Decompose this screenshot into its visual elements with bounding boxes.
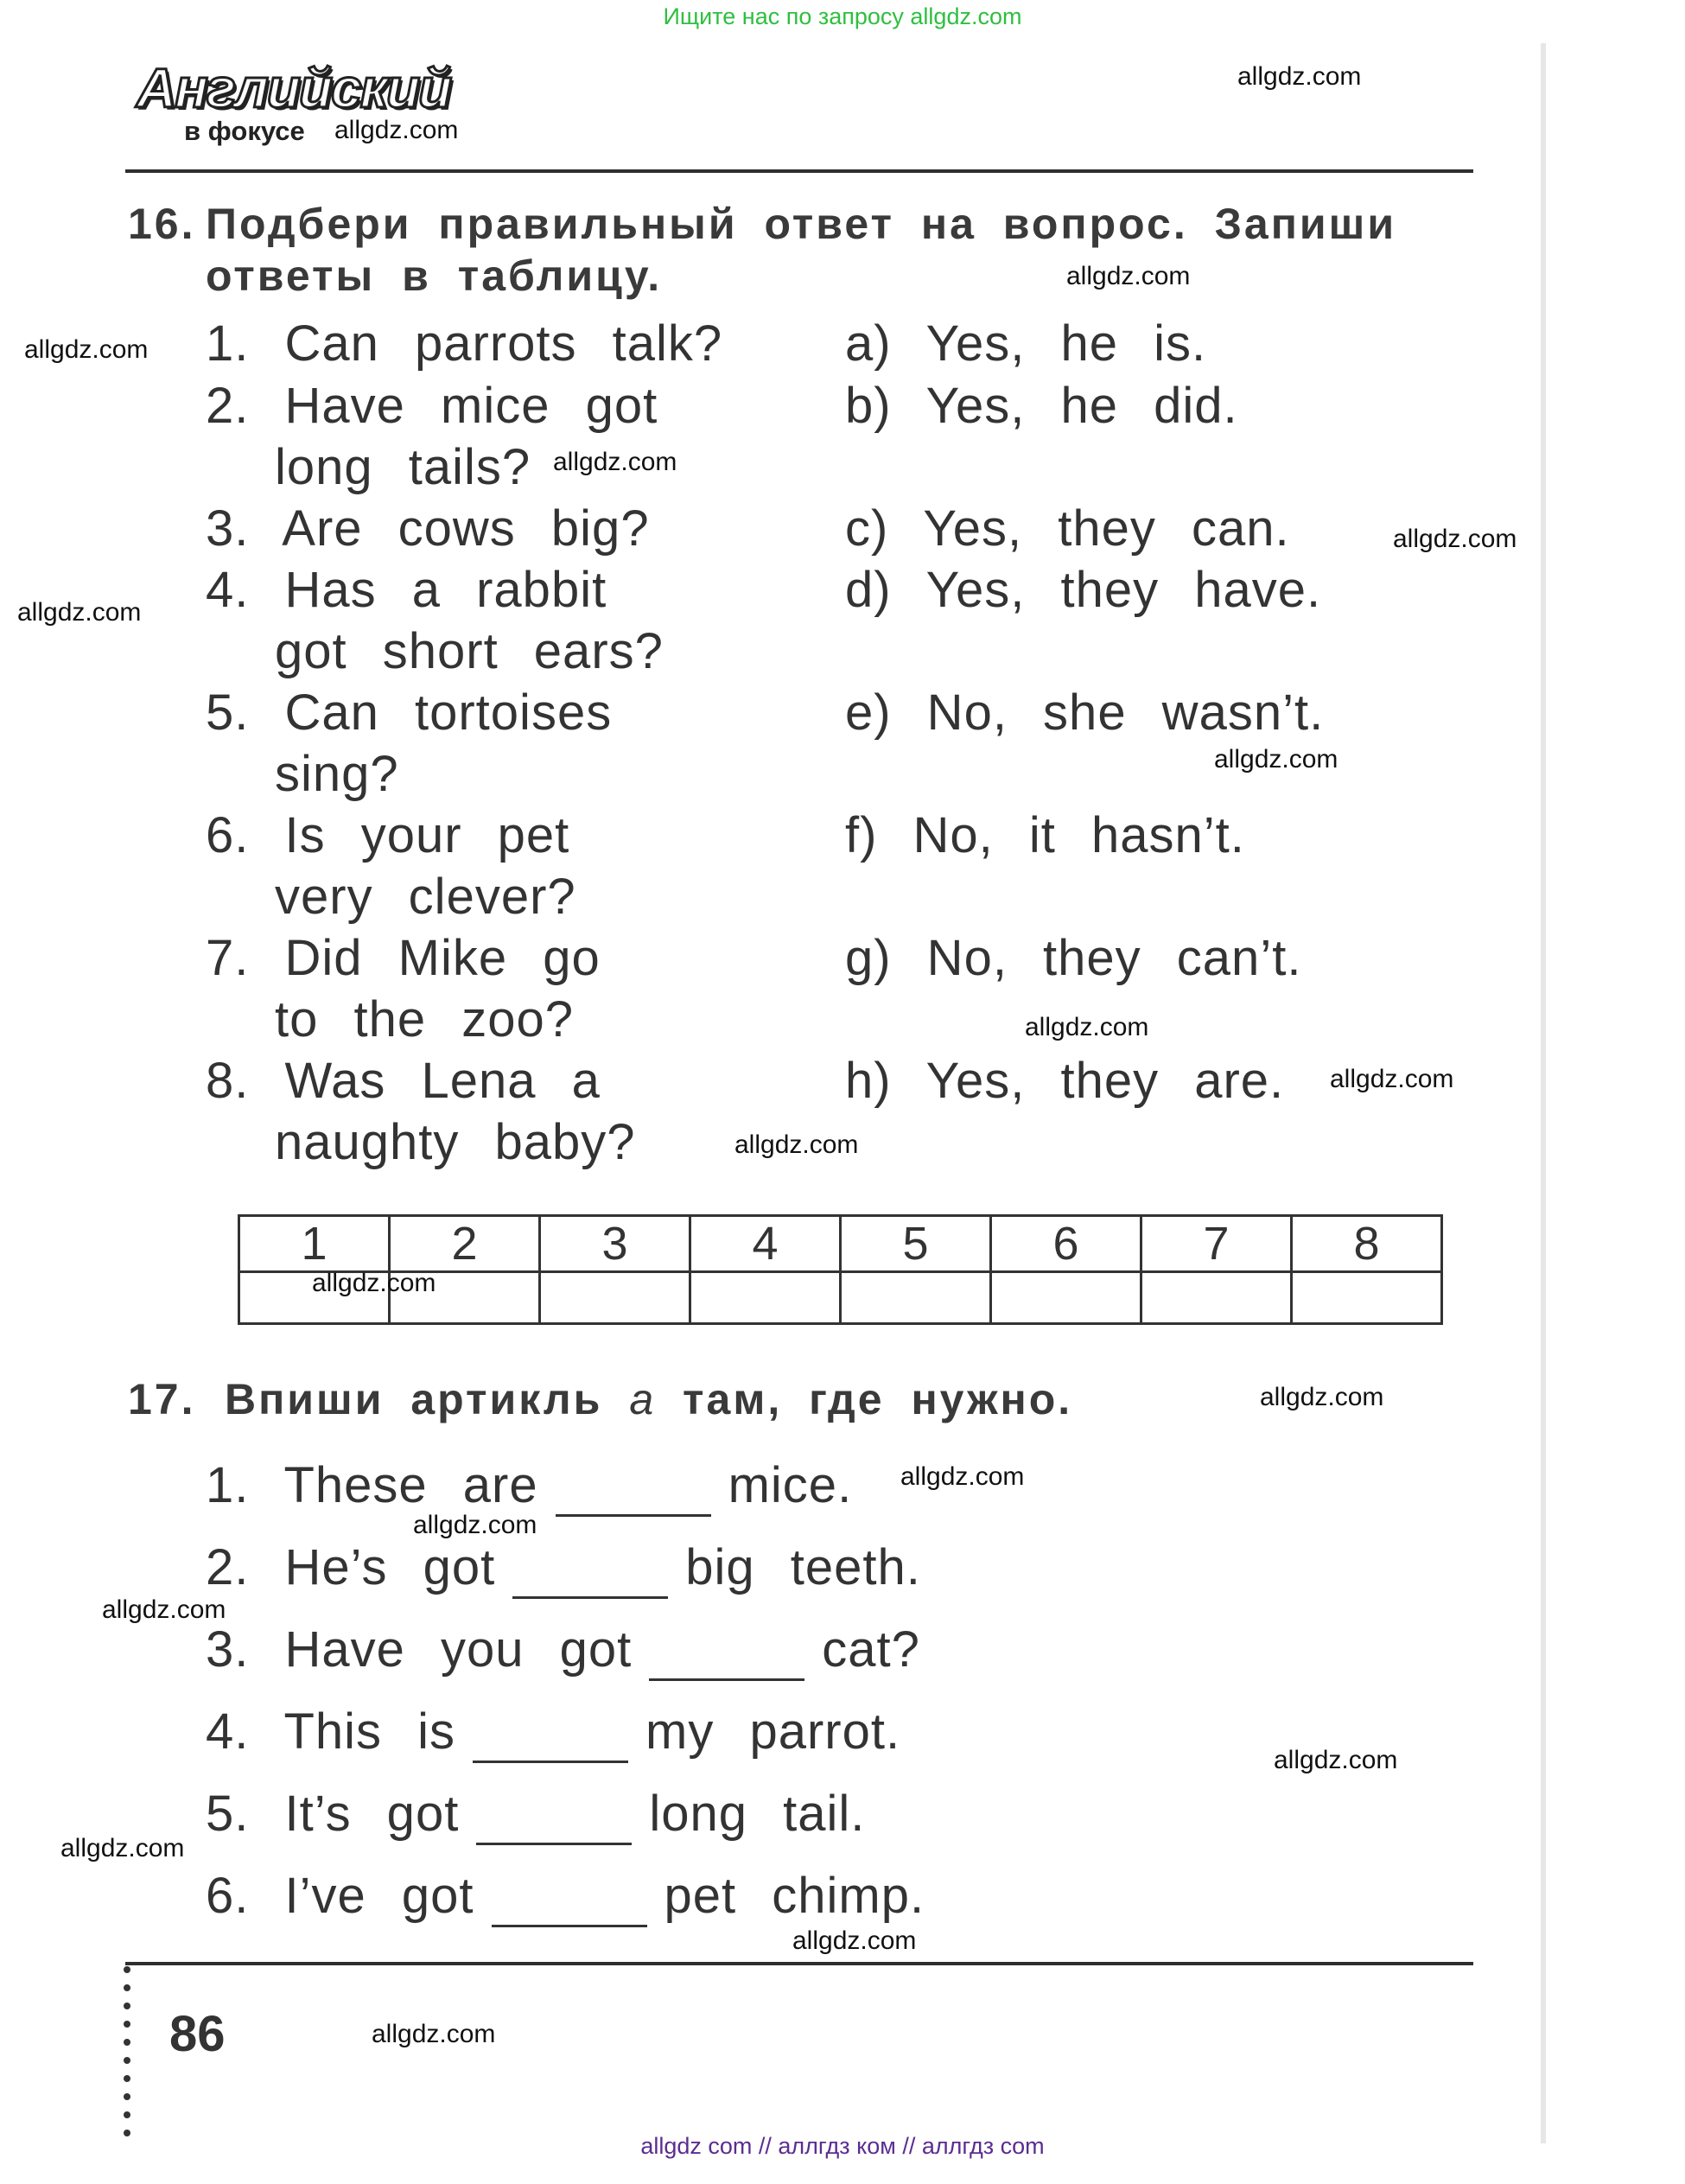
- blank-field[interactable]: [512, 1553, 668, 1599]
- fill-item-after: my parrot.: [645, 1703, 901, 1760]
- fill-item: [206, 1537, 921, 1599]
- fill-item-number: 2.: [206, 1539, 250, 1595]
- header-rule: [125, 169, 1473, 173]
- logo-title: Английский: [137, 57, 451, 119]
- watermark[interactable]: allgdz.com: [734, 1130, 859, 1159]
- answer-e: e) No, she wasn’t.: [845, 684, 1325, 741]
- question-6-cont: very clever?: [275, 869, 576, 925]
- ex17-title: [225, 1374, 1072, 1424]
- table-header-cell: 1: [239, 1216, 390, 1272]
- fill-item: [206, 1701, 900, 1763]
- ex16-number: 16.: [128, 200, 196, 248]
- fill-item: [206, 1455, 852, 1517]
- watermark[interactable]: allgdz.com: [312, 1269, 436, 1297]
- table-header-cell: 8: [1292, 1216, 1442, 1272]
- question-2-cont: long tails?: [275, 439, 531, 495]
- answer-b: b) Yes, he did.: [845, 378, 1238, 434]
- fill-item-before: It’s got: [284, 1786, 460, 1842]
- watermark[interactable]: allgdz.com: [1393, 525, 1517, 553]
- answer-cell[interactable]: [690, 1272, 841, 1324]
- fill-item-after: mice.: [728, 1457, 853, 1513]
- page-number: 86: [169, 2006, 226, 2062]
- watermark[interactable]: allgdz.com: [792, 1926, 917, 1955]
- fill-item: [206, 1783, 865, 1845]
- question-3: 3. Are cows big?: [206, 500, 650, 557]
- question-2: 2. Have mice got: [206, 378, 658, 434]
- watermark[interactable]: allgdz.com: [1214, 745, 1338, 774]
- question-5: 5. Can tortoises: [206, 684, 613, 741]
- fill-item-number: 1.: [206, 1457, 250, 1513]
- question-6: 6. Is your pet: [206, 807, 570, 863]
- answer-cell[interactable]: [991, 1272, 1141, 1324]
- question-7-cont: to the zoo?: [275, 991, 574, 1047]
- fill-item-number: 5.: [206, 1786, 250, 1842]
- ex17-number: 17.: [128, 1375, 196, 1423]
- page-edge: [1541, 43, 1546, 2143]
- blank-field[interactable]: [556, 1471, 711, 1517]
- watermark[interactable]: allgdz.com: [413, 1511, 537, 1539]
- fill-item-number: 3.: [206, 1621, 250, 1678]
- answer-d: d) Yes, they have.: [845, 562, 1322, 618]
- fill-item-before: This is: [283, 1703, 456, 1760]
- footer-dots: [124, 1966, 130, 2148]
- answer-g: g) No, they can’t.: [845, 930, 1302, 986]
- answer-cell[interactable]: [1141, 1272, 1292, 1324]
- watermark[interactable]: allgdz.com: [1237, 62, 1362, 91]
- watermark[interactable]: allgdz.com: [1274, 1746, 1398, 1774]
- footer-rule: [125, 1962, 1473, 1965]
- blank-field[interactable]: [492, 1882, 647, 1927]
- fill-item: [206, 1619, 920, 1681]
- table-header-cell: 5: [841, 1216, 991, 1272]
- watermark[interactable]: allgdz.com: [1260, 1383, 1384, 1411]
- question-4-cont: got short ears?: [275, 623, 664, 679]
- watermark[interactable]: allgdz.com: [60, 1834, 185, 1862]
- fill-item-before: Have you got: [284, 1621, 633, 1678]
- fill-item: [206, 1865, 925, 1927]
- table-header-cell: 7: [1141, 1216, 1292, 1272]
- watermark[interactable]: allgdz.com: [900, 1462, 1025, 1491]
- question-1: 1. Can parrots talk?: [206, 315, 723, 372]
- question-8: 8. Was Lena a: [206, 1053, 601, 1109]
- watermark[interactable]: allgdz.com: [1330, 1065, 1454, 1093]
- fill-item-after: pet chimp.: [664, 1868, 925, 1924]
- ex16-title-line1: Подбери правильный ответ на вопрос. Запиши: [206, 200, 1397, 248]
- blank-field[interactable]: [476, 1799, 632, 1845]
- answer-f: f) No, it hasn’t.: [845, 807, 1245, 863]
- table-header-cell: 4: [690, 1216, 841, 1272]
- ex17-title-part1: Впиши артикль: [225, 1375, 603, 1423]
- watermark[interactable]: allgdz.com: [1025, 1013, 1149, 1041]
- fill-item-before: He’s got: [284, 1539, 496, 1595]
- bottom-banner[interactable]: allgdz com // аллгдз ком // аллгдз com: [640, 2133, 1045, 2159]
- fill-item-number: 4.: [206, 1703, 250, 1760]
- answer-c: c) Yes, they can.: [845, 500, 1290, 557]
- answer-cell[interactable]: [1292, 1272, 1442, 1324]
- watermark[interactable]: allgdz.com: [1066, 262, 1191, 290]
- fill-item-before: I’ve got: [284, 1868, 474, 1924]
- ex16-title-line2: ответы в таблицу.: [206, 252, 663, 300]
- fill-item-number: 6.: [206, 1868, 250, 1924]
- fill-item-before: These are: [283, 1457, 538, 1513]
- watermark[interactable]: allgdz.com: [334, 116, 459, 144]
- answer-cell[interactable]: [540, 1272, 690, 1324]
- answer-table-header: [239, 1216, 1442, 1272]
- blank-field[interactable]: [649, 1635, 804, 1681]
- fill-item-after: cat?: [822, 1621, 920, 1678]
- logo-subtitle: в фокусе: [184, 116, 305, 146]
- answer-h: h) Yes, they are.: [845, 1053, 1285, 1109]
- table-header-cell: 2: [390, 1216, 540, 1272]
- ex17-title-part2: там, где нужно.: [683, 1375, 1073, 1423]
- watermark[interactable]: allgdz.com: [17, 598, 142, 627]
- question-5-cont: sing?: [275, 746, 399, 802]
- question-4: 4. Has a rabbit: [206, 562, 607, 618]
- table-header-cell: 3: [540, 1216, 690, 1272]
- watermark[interactable]: allgdz.com: [553, 448, 677, 476]
- watermark[interactable]: allgdz.com: [102, 1595, 226, 1624]
- fill-item-after: long tail.: [649, 1786, 866, 1842]
- blank-field[interactable]: [473, 1717, 628, 1763]
- ex17-title-article: a: [629, 1375, 657, 1423]
- watermark[interactable]: allgdz.com: [372, 2020, 496, 2048]
- watermark[interactable]: allgdz.com: [24, 335, 149, 364]
- answer-a: a) Yes, he is.: [845, 315, 1207, 372]
- answer-cell[interactable]: [841, 1272, 991, 1324]
- question-8-cont: naughty baby?: [275, 1114, 636, 1170]
- fill-item-after: big teeth.: [685, 1539, 921, 1595]
- top-banner[interactable]: Ищите нас по запросу allgdz.com: [663, 3, 1022, 29]
- table-header-cell: 6: [991, 1216, 1141, 1272]
- question-7: 7. Did Mike go: [206, 930, 601, 986]
